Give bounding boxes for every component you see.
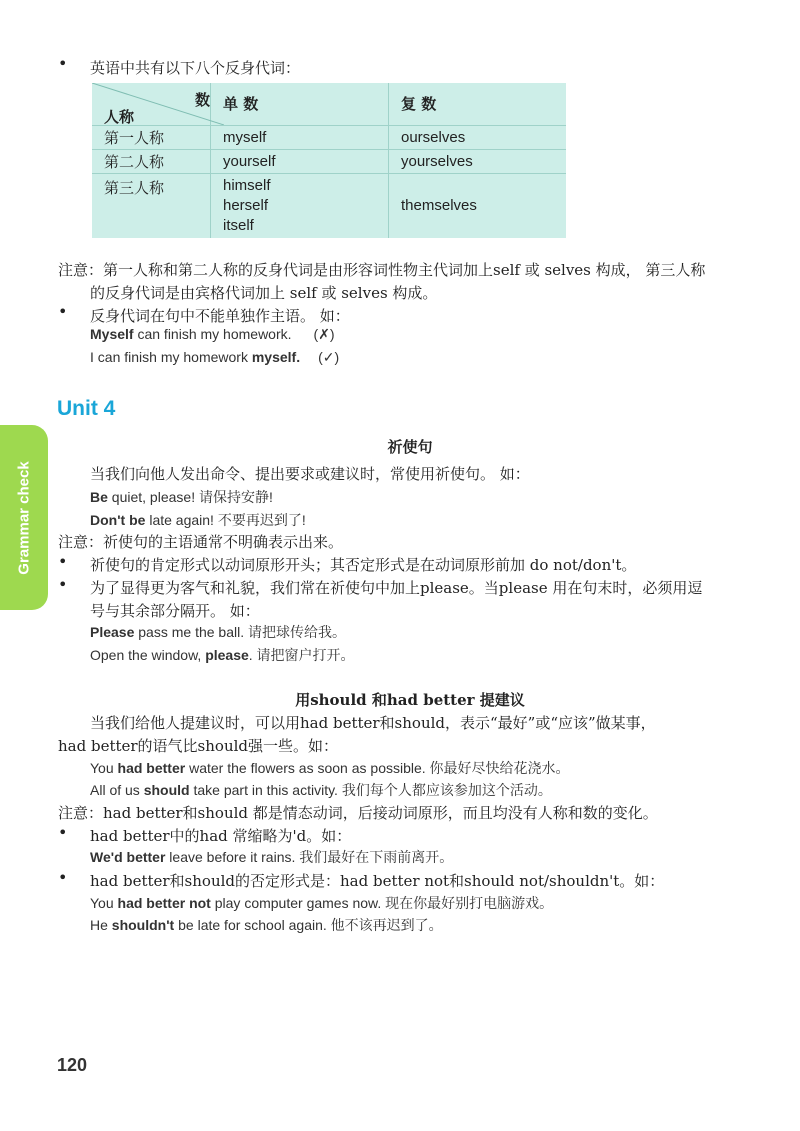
bullet-text: 祈使句的肯定形式以动词原形开头；其否定形式是在动词原形前加 do not/don't。 xyxy=(90,556,637,574)
bullet-text: 反身代词在句中不能单独作主语。 如： xyxy=(90,307,350,325)
header-plural: 复 数 xyxy=(389,83,567,125)
plural-cell: themselves xyxy=(389,173,567,238)
example-sentence: Be quiet, please! 请保持安静! xyxy=(90,489,273,505)
note-line: 的反身代词是由宾格代词加上 self 或 selves 构成。 xyxy=(90,284,438,302)
table-header-row xyxy=(92,83,566,125)
example-sentence: All of us should take part in this activity. 我们每个人都应该参加这个活动。 xyxy=(90,782,552,798)
example-sentence: You had better not play computer games now. 现在你最好别打电脑游戏。 xyxy=(90,895,554,911)
example-sentence: We'd better leave before it rains. 我们最好在下雨前离开。 xyxy=(90,849,454,865)
section-intro: 当我们给他人提建议时，可以用had better和should，表示“最好”或“应该”做某事， xyxy=(90,714,656,732)
bullet-icon: • xyxy=(58,552,68,571)
check-mark: (✓) xyxy=(318,349,340,365)
table-row xyxy=(92,125,566,149)
bullet-icon: • xyxy=(58,823,68,842)
singular-word: itself xyxy=(223,216,254,234)
singular-word: herself xyxy=(223,196,269,214)
pronoun-table xyxy=(92,83,566,238)
unit-heading: Unit 4 xyxy=(57,397,116,420)
section-intro: had better的语气比should强一些。如： xyxy=(58,737,339,755)
bullet-text: had better和should的否定形式是：had better not和should not/shouldn't。如： xyxy=(90,872,665,890)
bullet-icon: • xyxy=(58,575,68,594)
bullet-text: 为了显得更为客气和礼貌，我们常在祈使句中加上please。当please 用在句末时，必须用逗 xyxy=(90,579,703,597)
singular-word: himself xyxy=(223,176,271,194)
table-corner-cell xyxy=(92,83,211,125)
corner-bottom-label: 人称 xyxy=(104,108,135,126)
bullet-text: 号与其余部分隔开。 如： xyxy=(90,602,260,620)
person-cell: 第一人称 xyxy=(92,125,211,149)
bullet-icon: • xyxy=(58,54,68,73)
section-title: 用should 和had better 提建议 xyxy=(295,691,525,709)
plural-cell: ourselves xyxy=(389,125,567,149)
singular-cell: myself xyxy=(211,125,389,149)
example-sentence: Myself can finish my homework. (✗) xyxy=(90,326,335,342)
example-sentence: Open the window, please. 请把窗户打开。 xyxy=(90,647,355,663)
person-cell: 第二人称 xyxy=(92,149,211,173)
bullet-text: had better中的had 常缩略为'd。如： xyxy=(90,827,352,845)
example-sentence: You had better water the flowers as soon as possible. 你最好尽快给花浇水。 xyxy=(90,760,570,776)
intro-text: 英语中共有以下八个反身代词： xyxy=(90,59,301,77)
plural-cell: yourselves xyxy=(389,149,567,173)
header-singular: 单 数 xyxy=(211,83,389,125)
example-sentence: I can finish my homework myself. (✓) xyxy=(90,349,340,365)
note-line: 注意：had better和should 都是情态动词，后接动词原形，而且均没有人称和数的变化。 xyxy=(58,804,658,822)
corner-top-label: 数 xyxy=(195,91,211,109)
note-line: 注意：第一人称和第二人称的反身代词是由形容词性物主代词加上self 或 selves 构成， 第三人称 xyxy=(58,261,706,279)
note-line: 注意：祈使句的主语通常不明确表示出来。 xyxy=(58,533,344,551)
person-cell: 第三人称 xyxy=(92,173,211,238)
section-title: 祈使句 xyxy=(387,438,433,456)
section-intro: 当我们向他人发出命令、提出要求或建议时，常使用祈使句。 如： xyxy=(90,465,530,483)
singular-cell xyxy=(211,173,389,238)
example-sentence: He shouldn't be late for school again. 他不该再迟到了。 xyxy=(90,917,443,933)
side-tab-label: Grammar check xyxy=(15,461,33,575)
singular-cell: yourself xyxy=(211,149,389,173)
cross-mark: (✗) xyxy=(313,326,335,342)
bullet-icon: • xyxy=(58,868,68,887)
example-sentence: Don't be late again! 不要再迟到了! xyxy=(90,512,306,528)
example-sentence: Please pass me the ball. 请把球传给我。 xyxy=(90,624,346,640)
page-number: 120 xyxy=(57,1055,88,1075)
table-row xyxy=(92,173,566,238)
bullet-icon: • xyxy=(58,302,68,321)
table-row xyxy=(92,149,566,173)
